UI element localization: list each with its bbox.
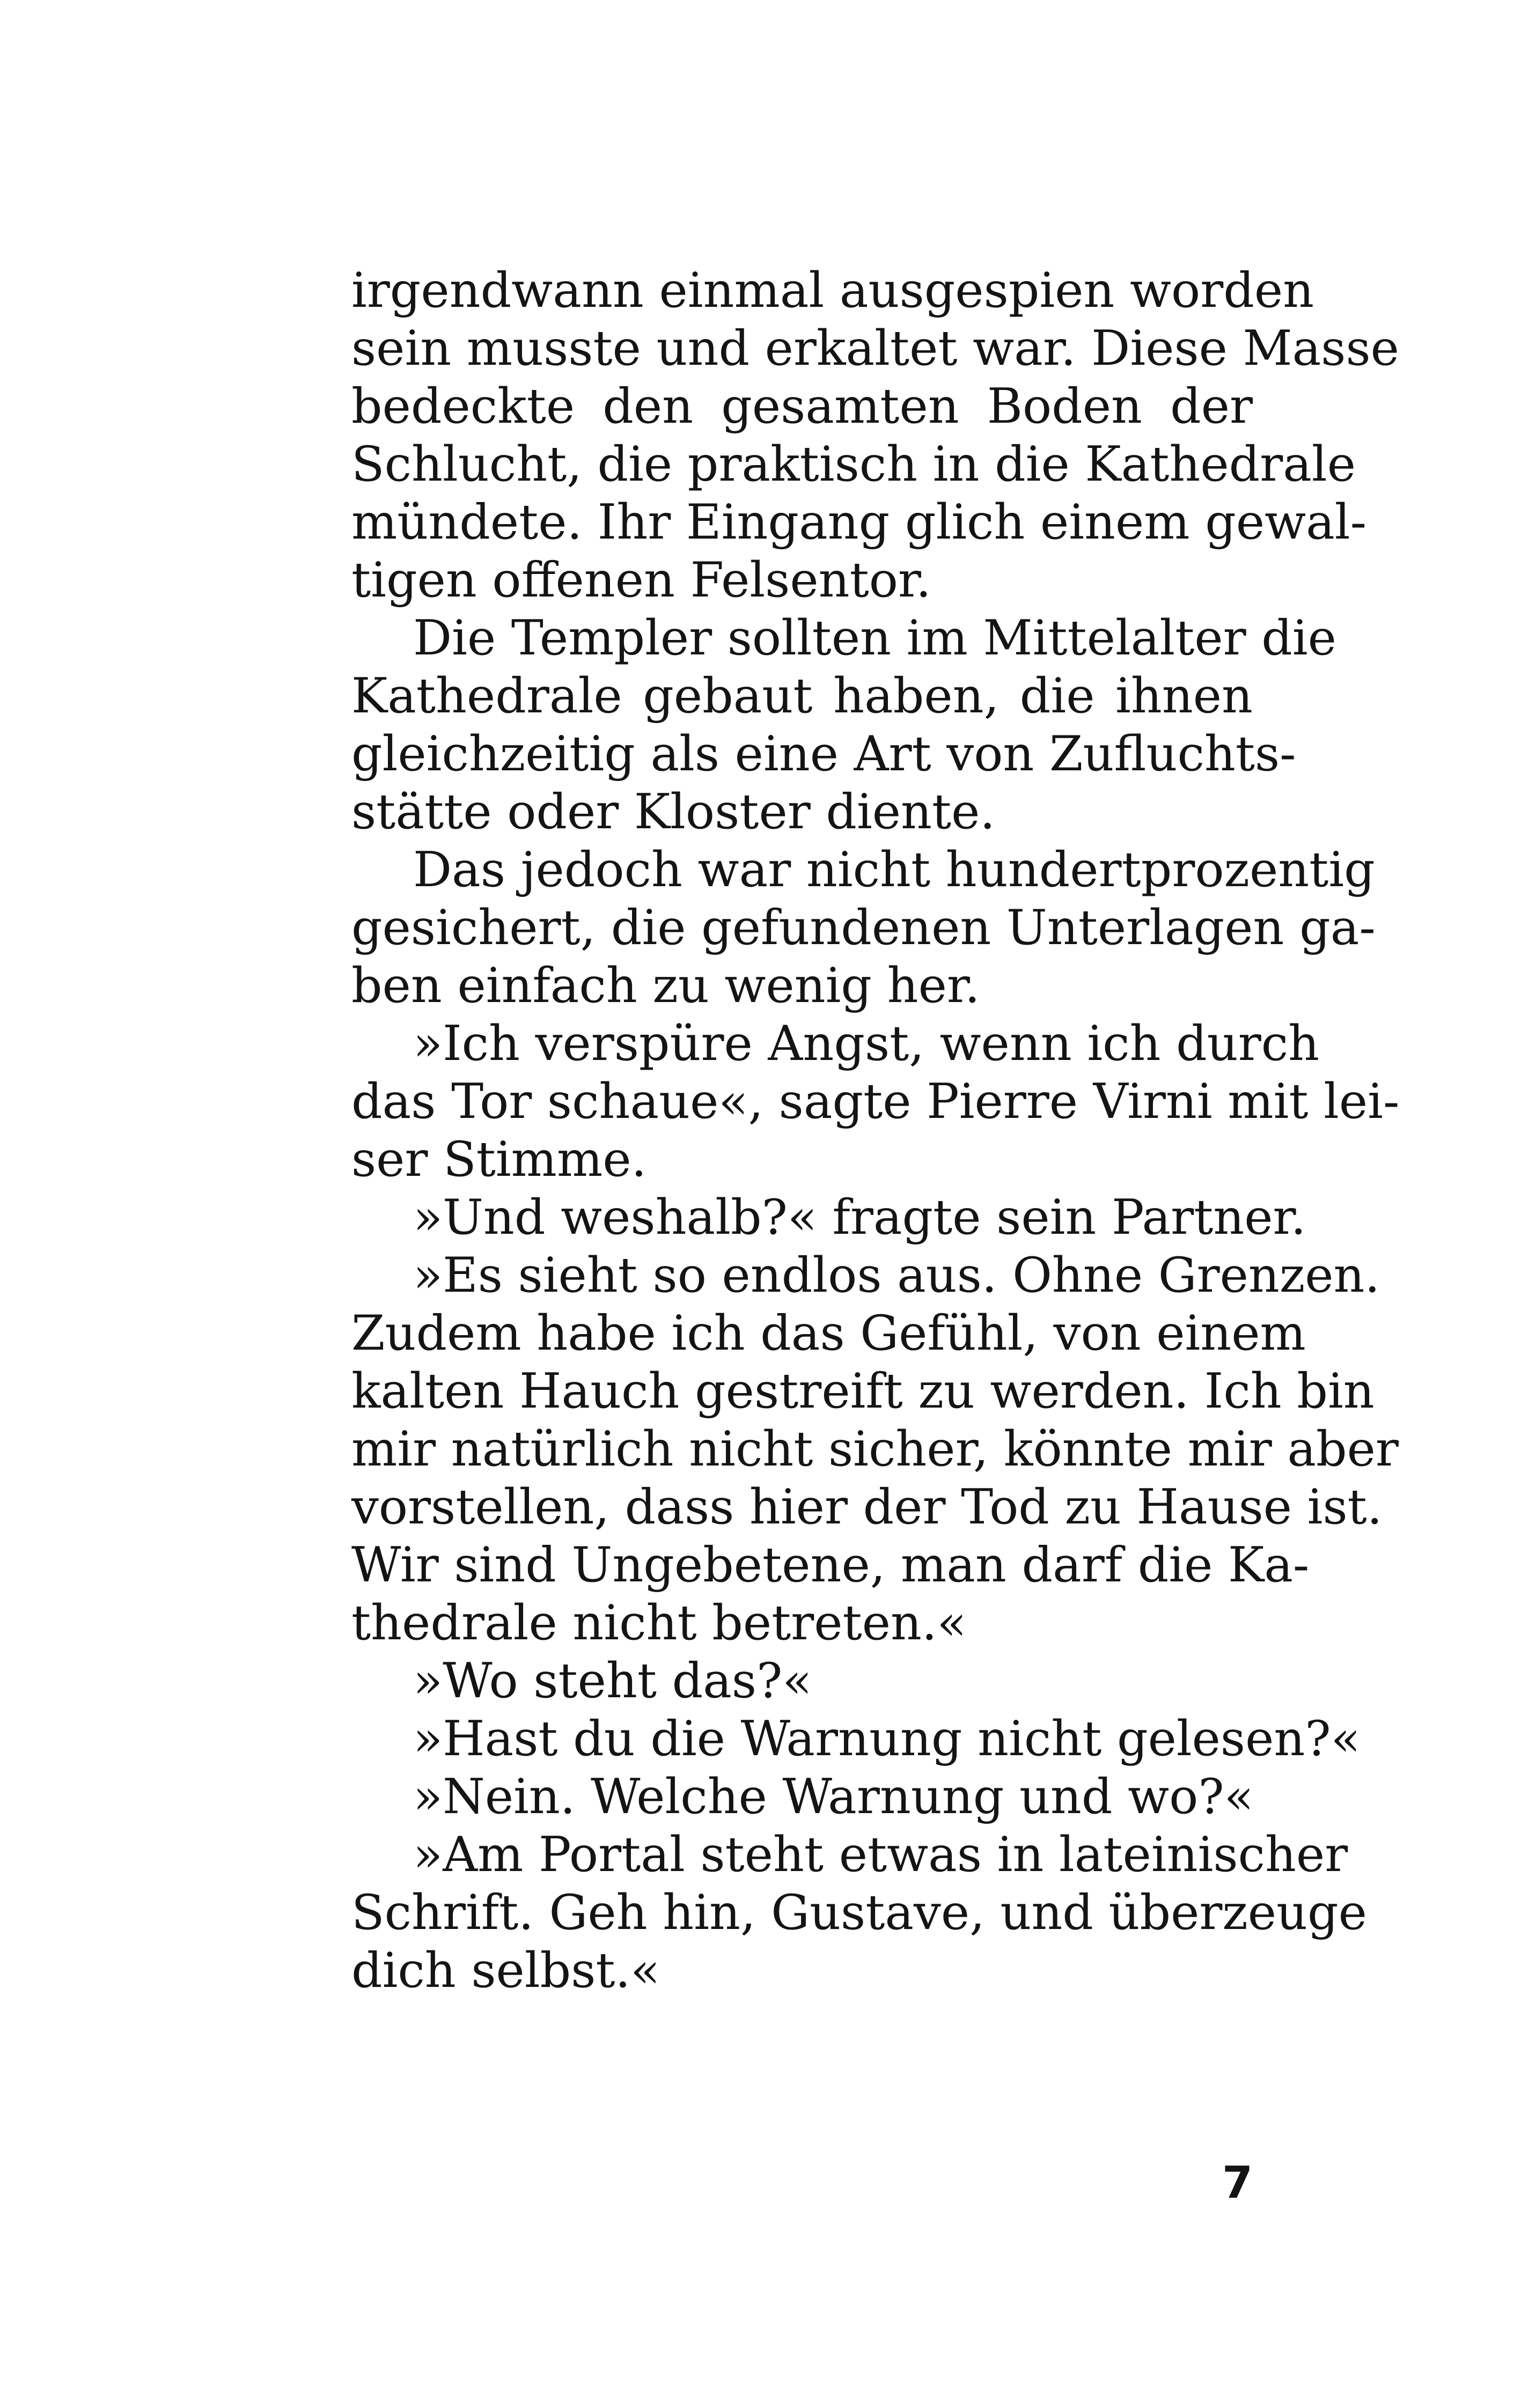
text-line: »Nein. Welche Warnung und wo?« bbox=[413, 1769, 1254, 1825]
text-line: thedrale nicht betreten.« bbox=[351, 1595, 967, 1651]
page-number: 7 bbox=[1222, 2157, 1253, 2208]
text-line: gleichzeitig als eine Art von Zufluchts- bbox=[351, 726, 1296, 782]
text-line: Die Templer sollten im Mittelalter die bbox=[413, 610, 1336, 666]
text-line: das Tor schaue«, sagte Pierre Virni mit lei- bbox=[351, 1073, 1400, 1130]
text-line: Schrift. Geh hin, Gustave, und überzeuge bbox=[351, 1884, 1367, 1941]
text-line: »Wo steht das?« bbox=[413, 1653, 812, 1709]
text-line: »Am Portal steht etwas in lateinischer bbox=[413, 1827, 1348, 1883]
text-line: irgendwann einmal ausgespien worden bbox=[351, 262, 1314, 319]
text-line: Schlucht, die praktisch in die Kathedrale bbox=[351, 436, 1356, 492]
text-line: ben einfach zu wenig her. bbox=[351, 958, 980, 1014]
text-line: kalten Hauch gestreift zu werden. Ich bin bbox=[351, 1363, 1375, 1419]
text-line: Zudem habe ich das Gefühl, von einem bbox=[351, 1305, 1306, 1361]
body-text bbox=[351, 262, 1400, 2000]
text-line: tigen offenen Felsentor. bbox=[351, 552, 931, 608]
text-line: »Es sieht so endlos aus. Ohne Grenzen. bbox=[413, 1247, 1380, 1304]
text-line: sein musste und erkaltet war. Diese Masse bbox=[351, 320, 1399, 377]
text-line: mir natürlich nicht sicher, könnte mir aber bbox=[351, 1421, 1399, 1477]
text-line: gesichert, die gefundenen Unterlagen ga- bbox=[351, 900, 1376, 956]
text-line: Kathedrale gebaut haben, die ihnen bbox=[351, 668, 1253, 724]
text-line: »Ich verspüre Angst, wenn ich durch bbox=[413, 1015, 1320, 1072]
text-line: »Und weshalb?« fragte sein Partner. bbox=[413, 1189, 1306, 1246]
text-line: mündete. Ihr Eingang glich einem gewal- bbox=[351, 494, 1366, 550]
text-line: bedeckte den gesamten Boden der bbox=[351, 378, 1253, 435]
text-line: dich selbst.« bbox=[351, 1942, 660, 1999]
text-line: stätte oder Kloster diente. bbox=[351, 784, 996, 840]
text-line: Wir sind Ungebetene, man darf die Ka- bbox=[351, 1537, 1310, 1593]
text-line: »Hast du die Warnung nicht gelesen?« bbox=[413, 1711, 1361, 1767]
text-line: ser Stimme. bbox=[351, 1131, 647, 1188]
text-line: Das jedoch war nicht hundertprozentig bbox=[413, 842, 1375, 898]
text-line: vorstellen, dass hier der Tod zu Hause ist. bbox=[351, 1479, 1383, 1535]
